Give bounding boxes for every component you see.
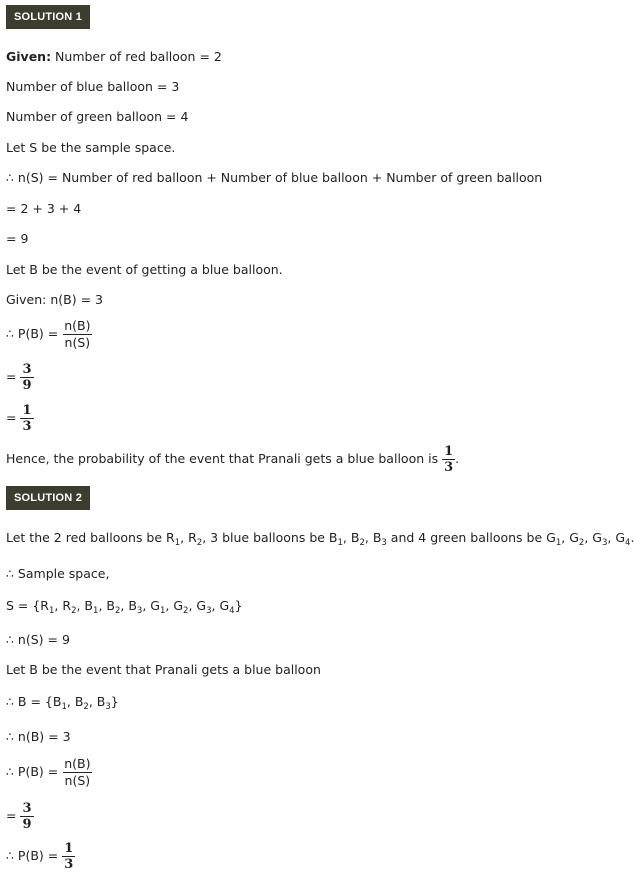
pb-numerator: n(B) bbox=[64, 318, 91, 333]
fraction-numerator: 3 bbox=[22, 362, 32, 377]
sum-line: = 2 + 3 + 4 bbox=[6, 201, 82, 216]
fraction-1-3 bbox=[62, 841, 75, 872]
fraction-denominator: 9 bbox=[22, 378, 32, 393]
ns-equation-line: ∴ n(S) = Number of red balloon + Number of blue balloon + Number of green balloon bbox=[6, 170, 543, 185]
given-label: Given: bbox=[6, 49, 52, 64]
pb-prefix: ∴ P(B) = bbox=[6, 764, 59, 779]
solution-2-badge: SOLUTION 2 bbox=[6, 486, 90, 510]
sample-space-line: Let S be the sample space. bbox=[6, 140, 176, 155]
fraction-numerator: 1 bbox=[22, 403, 32, 418]
blue-count-line: Number of blue balloon = 3 bbox=[6, 79, 180, 94]
pb-numerator: n(B) bbox=[64, 756, 91, 771]
fraction-numerator: 3 bbox=[22, 801, 32, 816]
pb-prefix: ∴ P(B) = bbox=[6, 326, 59, 341]
equals-sign: = bbox=[6, 369, 17, 384]
pb-denominator: n(S) bbox=[64, 335, 91, 350]
fraction-denominator: 3 bbox=[444, 460, 454, 475]
given-line bbox=[6, 49, 222, 64]
fraction-numerator: 1 bbox=[64, 841, 74, 856]
pb-prefix: ∴ P(B) = bbox=[6, 848, 59, 863]
event-b-line: Let B be the event of getting a blue balloon. bbox=[6, 262, 283, 277]
conclusion-text: Hence, the probability of the event that Pranali gets a blue balloon is bbox=[6, 451, 439, 466]
fraction-3-9-line-2 bbox=[6, 801, 34, 832]
given-red-text: Number of red balloon = 2 bbox=[51, 49, 222, 64]
fraction-3-9 bbox=[20, 801, 33, 832]
conclusion-fraction bbox=[442, 444, 455, 475]
pb-fraction bbox=[62, 318, 92, 351]
green-count-line: Number of green balloon = 4 bbox=[6, 109, 189, 124]
pb-formula bbox=[6, 318, 93, 351]
fraction-denominator: 3 bbox=[64, 857, 74, 872]
fraction-3-9 bbox=[20, 362, 33, 393]
fraction-1-3 bbox=[20, 403, 33, 434]
event-b-definition: Let B be the event that Pranali gets a blue balloon bbox=[6, 662, 321, 677]
equals-sign: = bbox=[6, 410, 17, 425]
solution-1-badge: SOLUTION 1 bbox=[6, 5, 90, 29]
sample-space-set: $S = \{R_1$, $R_2$, $B_1$, $B_2$, $B_3$, $G_1$, $G_2$, $G_3$, $G_4$} bbox=[6, 598, 243, 616]
pb-fraction bbox=[62, 756, 92, 789]
equals-sign: = bbox=[6, 808, 17, 823]
final-probability-line bbox=[6, 841, 75, 872]
conclusion-line bbox=[6, 444, 459, 475]
event-b-set: ∴ $B = \{B_1$, $B_2$, $B_3$} bbox=[6, 694, 119, 712]
balloon-labels-line: Let the 2 red balloons be $R_1$, $R_2$, 3 blue balloons be $B_1$, $B_2$, $B_3$ and 4 green balloons be $G_1$, $G_2$, $G_3$, $G_4$ bbox=[6, 530, 631, 548]
sample-space-label: ∴ Sample space, bbox=[6, 566, 110, 581]
fraction-denominator: 9 bbox=[22, 817, 32, 832]
fraction-denominator: 3 bbox=[22, 419, 32, 434]
nb-given-line: Given: n(B) = 3 bbox=[6, 292, 103, 307]
nb-three-line: ∴ n(B) = 3 bbox=[6, 729, 71, 744]
fraction-numerator: 1 bbox=[444, 444, 454, 459]
conclusion-period: . bbox=[455, 451, 460, 466]
pb-formula-2 bbox=[6, 756, 93, 789]
pb-denominator: n(S) bbox=[64, 773, 91, 788]
ns-nine-line: ∴ n(S) = 9 bbox=[6, 632, 70, 647]
fraction-3-9-line bbox=[6, 362, 34, 393]
result-nine-line: = 9 bbox=[6, 231, 29, 246]
fraction-1-3-line bbox=[6, 403, 34, 434]
